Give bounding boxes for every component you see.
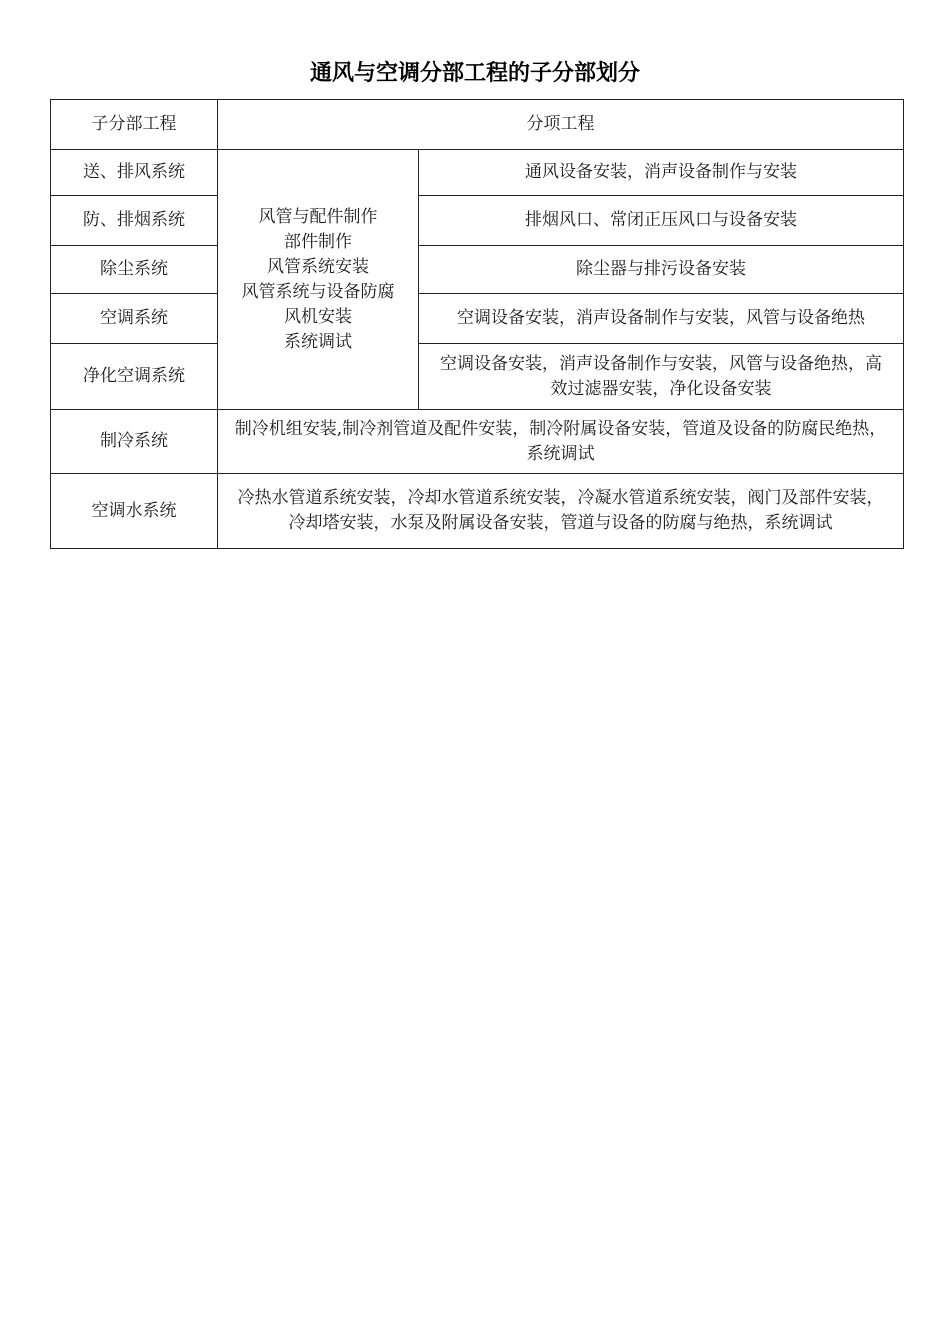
- row-items: 冷热水管道系统安装，冷却水管道系统安装，冷凝水管道系统安装，阀门及部件安装，冷却塔安装，水泵及附属设备安装，管道与设备的防腐与绝热，系统调试: [218, 474, 904, 549]
- row-items: 排烟风口、常闭正压风口与设备安装: [419, 196, 904, 246]
- table-row: [51, 150, 904, 196]
- row-items: 空调设备安装，消声设备制作与安装，风管与设备绝热，高效过滤器安装，净化设备安装: [419, 344, 904, 410]
- shared-item: 风管系统安装: [267, 256, 369, 277]
- header-sub-items: 分项工程: [218, 100, 904, 150]
- row-name: 制冷系统: [51, 410, 218, 474]
- table-row: [51, 294, 904, 344]
- shared-items-cell: [218, 150, 419, 410]
- row-items: 除尘器与排污设备安装: [419, 246, 904, 294]
- row-name: 防、排烟系统: [51, 196, 218, 246]
- shared-item: 风管与配件制作: [258, 206, 378, 227]
- row-name: 净化空调系统: [51, 344, 218, 410]
- table-row: [51, 196, 904, 246]
- table-row: [51, 474, 904, 549]
- row-name: 送、排风系统: [51, 150, 218, 196]
- page-title: 通风与空调分部工程的子分部划分: [309, 61, 640, 86]
- sub-division-table: [50, 99, 904, 549]
- table-row: [51, 246, 904, 294]
- row-items: 制冷机组安装,制冷剂管道及配件安装，制冷附属设备安装，管道及设备的防腐民绝热，系统调试: [218, 410, 904, 474]
- row-name: 空调水系统: [51, 474, 218, 549]
- header-sub-division: 子分部工程: [51, 100, 218, 150]
- row-name: 除尘系统: [51, 246, 218, 294]
- shared-item: 风机安装: [284, 306, 352, 327]
- shared-item: 风管系统与设备防腐: [241, 281, 395, 302]
- row-items: 空调设备安装，消声设备制作与安装，风管与设备绝热: [419, 294, 904, 344]
- shared-item: 系统调试: [284, 331, 352, 352]
- row-name: 空调系统: [51, 294, 218, 344]
- table-row: [51, 344, 904, 410]
- shared-item: 部件制作: [284, 231, 352, 252]
- row-items: 通风设备安装，消声设备制作与安装: [419, 150, 904, 196]
- table-row: [51, 410, 904, 474]
- table-header-row: [51, 100, 904, 150]
